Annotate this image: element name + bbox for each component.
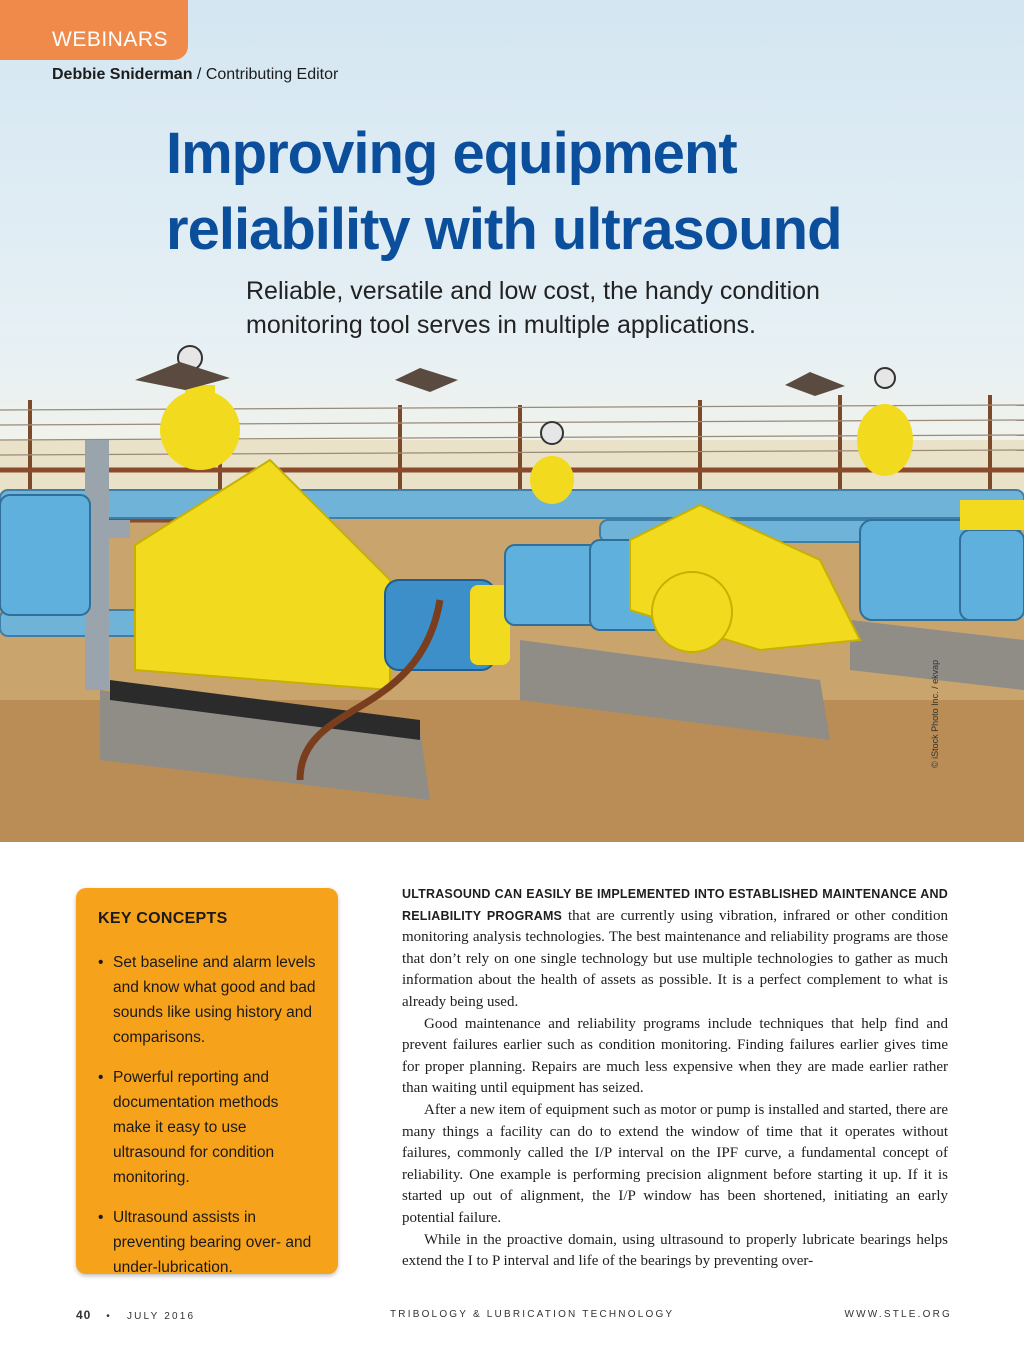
- lead-in: ULTRASOUND CAN EASILY BE IMPLEMENTED INTO ESTABLISHED MAINTENANCE AND RELIABILITY PROGRAMS: [402, 887, 948, 923]
- photo-credit: © iStock Photo Inc. / ekvap: [930, 659, 940, 768]
- key-concepts-list: [98, 950, 316, 1280]
- page-number: 40: [76, 1308, 92, 1322]
- article-title: [166, 116, 926, 268]
- website-link[interactable]: WWW.STLE.ORG: [844, 1309, 952, 1320]
- byline: [52, 66, 338, 84]
- author-name: Debbie Sniderman: [52, 66, 193, 83]
- section-tag: WEBINARS: [0, 0, 188, 60]
- article-body: [402, 884, 948, 1273]
- article-title-line2: reliability with ultrasound: [166, 197, 842, 262]
- page-footer: [76, 1308, 952, 1324]
- body-paragraph-1-text: that are currently using vibration, infrared or other condition monitoring analysis technologies. The best maintenance and reliability programs are those that don’t rely on one single technology but use multiple technologies to gather as much information about the health of assets as possible. It is a perfect complement to what is already being used.: [402, 907, 948, 1010]
- body-paragraph-3: After a new item of equipment such as motor or pump is installed and started, there are many things a facility can do to extend the window of time that it operates without failures, commonly called the I/P interval on the IPF curve, a fundamental concept of reliability. One example is performing precision alignment before starting it up. If it is started up out of alignment, the I/P window has been shortened, initiating an early potential failure.: [402, 1101, 948, 1226]
- body-paragraph-4: While in the proactive domain, using ultrasound to properly lubricate bearings helps extend the I to P interval and life of the bearings by preventing over-: [402, 1231, 948, 1270]
- issue-date: JULY 2016: [126, 1311, 196, 1322]
- article-title-line1: Improving equipment: [166, 121, 737, 186]
- footer-dot: •: [106, 1311, 112, 1322]
- author-role: Contributing Editor: [205, 66, 339, 83]
- body-paragraph-2: Good maintenance and reliability programs include techniques that help find and prevent failures earlier such as condition monitoring. Finding failures earlier gives time for proper planning. Repairs are much less expensive when they are made earlier rather than waiting until equipment has seized.: [402, 1015, 948, 1097]
- footer-left: [76, 1308, 195, 1322]
- key-concept-item: • Set baseline and alarm levels and know what good and bad sounds like using history and comparisons.: [98, 950, 316, 1050]
- body-paragraph-1: [402, 884, 948, 1014]
- byline-separator: /: [192, 66, 206, 83]
- publication-name: TRIBOLOGY & LUBRICATION TECHNOLOGY: [390, 1309, 675, 1320]
- key-concepts-box: [76, 888, 338, 1274]
- key-concepts-title: KEY CONCEPTS: [98, 910, 228, 927]
- key-concept-item: • Ultrasound assists in preventing bearing over- and under-lubrication.: [98, 1205, 316, 1280]
- article-subtitle: Reliable, versatile and low cost, the handy condition monitoring tool serves in multiple applications.: [246, 277, 820, 339]
- key-concept-item: • Powerful reporting and documentation methods make it easy to use ultrasound for condition monitoring.: [98, 1065, 316, 1190]
